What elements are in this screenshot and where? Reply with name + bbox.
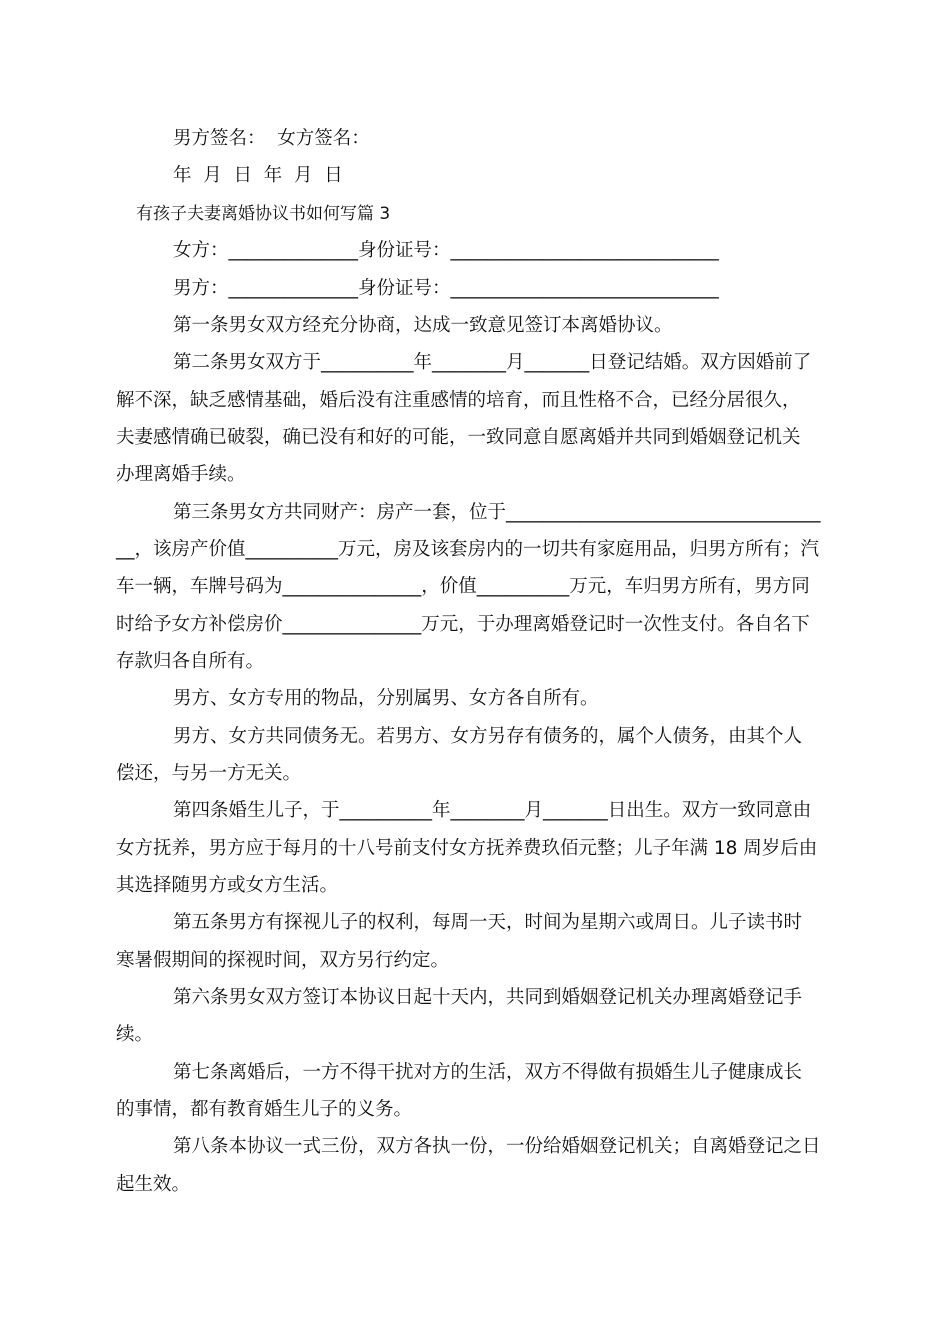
debts-line: 男方、女方共同债务无。若男方、女方另存有债务的，属个人债务，由其个人	[173, 726, 803, 747]
article-8-line: 起生效。	[116, 1174, 191, 1195]
article-3-line: 车一辆，车牌号码为_______________，价值__________万元，车归男方所有，男方同	[116, 576, 810, 597]
document-title: 有孩子夫妻离婚协议书如何写篇 3	[136, 204, 391, 224]
article-4-line: 女方抚养，男方应于每月的十八号前支付女方抚养费玖佰元整；儿子年满 18 周岁后由	[116, 838, 818, 859]
article-7-line: 的事情，都有教育婚生儿子的义务。	[116, 1099, 413, 1120]
article-5-line: 第五条男方有探视儿子的权利，每周一天，时间为星期六或周日。儿子读书时	[173, 912, 803, 933]
personal-items: 男方、女方专用的物品，分别属男、女方各自所有。	[173, 688, 599, 709]
debts-line: 偿还，与另一方无关。	[116, 763, 302, 784]
date-line: 年 月 日 年 月 日	[173, 165, 343, 186]
party-female: 女方：______________身份证号：_____________________________	[173, 240, 719, 261]
article-5-line: 寒暑假期间的探视时间，双方另行约定。	[116, 950, 450, 971]
article-3-line: __，该房产价值__________万元，房及该套房内的一切共有家庭用品，归男方所有；汽	[116, 539, 820, 560]
article-2-line: 夫妻感情确已破裂，确已没有和好的可能，一致同意自愿离婚并共同到婚姻登记机关	[116, 427, 801, 448]
article-3-line: 第三条男女方共同财产：房产一套，位于__________________________________	[173, 502, 821, 523]
article-3-line: 时给予女方补偿房价_______________万元，于办理离婚登记时一次性支付。各自名下	[116, 614, 810, 635]
article-2-line: 解不深，缺乏感情基础，婚后没有注重感情的培育，而且性格不合，已经分居很久，	[116, 390, 801, 411]
article-1: 第一条男女双方经充分协商，达成一致意见签订本离婚协议。	[173, 315, 673, 336]
article-8-line: 第八条本协议一式三份，双方各执一份，一份给婚姻登记机关；自离婚登记之日	[173, 1136, 821, 1157]
article-3-line: 存款归各自所有。	[116, 651, 265, 672]
article-2-line: 第二条男女双方于__________年________月_______日登记结婚。双方因婚前了	[173, 352, 812, 373]
article-6-line: 续。	[116, 1024, 154, 1045]
article-4-line: 其选择随男方或女方生活。	[116, 875, 339, 896]
article-4-line: 第四条婚生儿子，于__________年________月_______日出生。双方一致同意由	[173, 800, 812, 821]
party-male: 男方：______________身份证号：_____________________________	[173, 278, 719, 299]
article-7-line: 第七条离婚后，一方不得干扰对方的生活，双方不得做有损婚生儿子健康成长	[173, 1062, 803, 1083]
article-6-line: 第六条男女双方签订本协议日起十天内，共同到婚姻登记机关办理离婚登记手	[173, 987, 803, 1008]
article-2-line: 办理离婚手续。	[116, 464, 246, 485]
signature-line: 男方签名： 女方签名：	[173, 128, 370, 149]
